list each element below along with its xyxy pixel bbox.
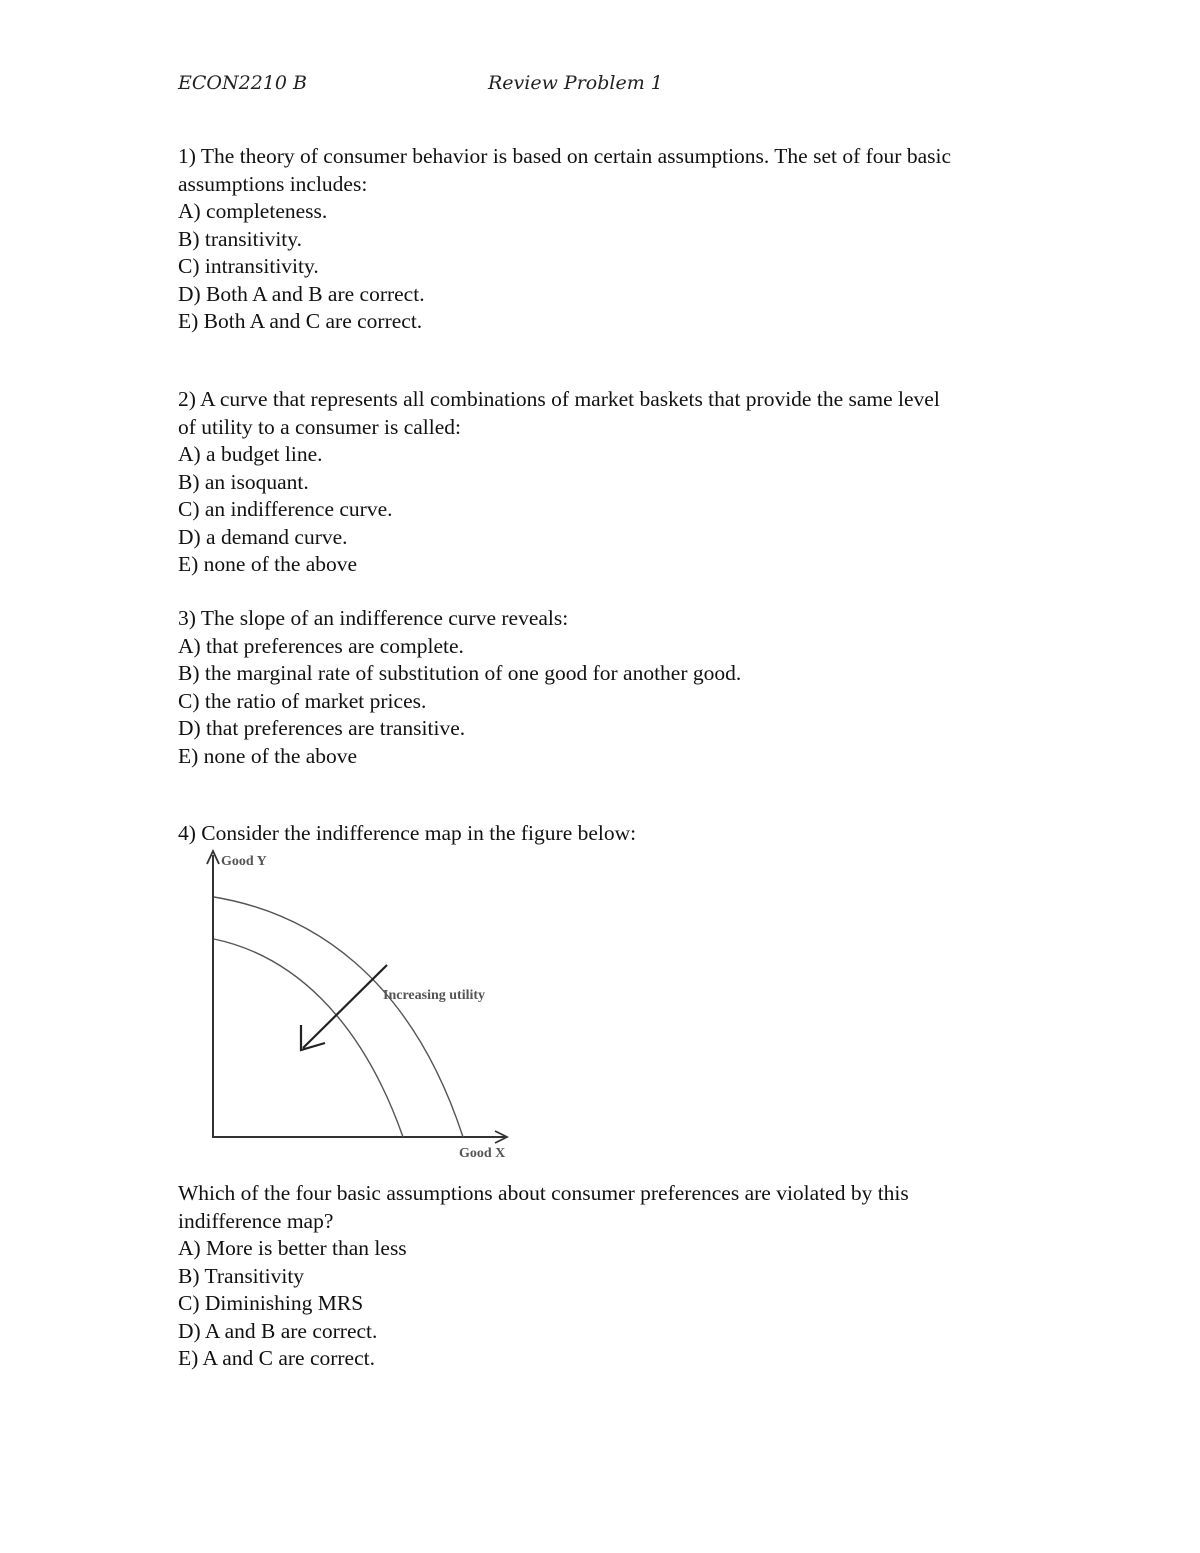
answer-option: C) intransitivity. [178,254,319,278]
question-1 [178,143,1038,336]
question-stem-line: 2) A curve that represents all combinations of market baskets that provide the same level [178,387,940,411]
indifference-curve-inner [214,939,403,1137]
question-4 [178,820,1038,848]
answer-option: D) that preferences are transitive. [178,716,466,740]
answer-option: E) none of the above [178,743,358,768]
answer-options [178,441,1038,579]
answer-option: B) transitivity. [178,226,303,251]
utility-direction-arrow [303,965,387,1048]
question-stem-line: of utility to a consumer is called: [178,414,462,439]
answer-option: A) completeness. [178,199,328,223]
answer-option: C) Diminishing MRS [178,1291,364,1315]
answer-option: D) A and B are correct. [178,1318,378,1343]
question-stem-line: 4) Consider the indifference map in the figure below: [178,821,637,845]
arrow-label: Increasing utility [383,988,486,1003]
answer-option: B) an isoquant. [178,469,309,494]
answer-options [178,198,1038,336]
question-2 [178,386,1038,579]
question-stem-line: 3) The slope of an indifference curve reveals: [178,606,569,630]
answer-option: B) the marginal rate of substitution of one good for another good. [178,661,742,685]
answer-options [178,1235,1038,1373]
question-followup-line: indifference map? [178,1208,334,1233]
answer-option: C) the ratio of market prices. [178,688,427,713]
answer-option: A) a budget line. [178,442,323,466]
answer-option: A) that preferences are complete. [178,633,464,658]
question-4-followup [178,1180,1038,1373]
answer-option: A) More is better than less [178,1236,407,1260]
document-title: Review Problem 1 [488,72,663,94]
indifference-map-figure [195,845,525,1165]
question-stem-line: 1) The theory of consumer behavior is based on certain assumptions. The set of four basic [178,144,952,168]
answer-option: E) none of the above [178,552,358,576]
course-code: ECON2210 B [178,72,307,94]
indifference-map-svg [195,845,525,1165]
x-axis-label: Good X [459,1146,506,1161]
answer-option: B) Transitivity [178,1263,305,1288]
y-axis-label: Good Y [221,854,267,869]
answer-options [178,633,1038,771]
question-stem-line: assumptions includes: [178,171,368,196]
question-3 [178,605,1038,770]
question-followup-line: Which of the four basic assumptions about consumer preferences are violated by this [178,1181,909,1205]
answer-option: D) Both A and B are correct. [178,281,425,306]
answer-option: E) Both A and C are correct. [178,309,423,333]
answer-option: D) a demand curve. [178,524,348,549]
page-header [178,72,878,102]
answer-option: E) A and C are correct. [178,1346,375,1370]
answer-option: C) an indifference curve. [178,497,393,521]
